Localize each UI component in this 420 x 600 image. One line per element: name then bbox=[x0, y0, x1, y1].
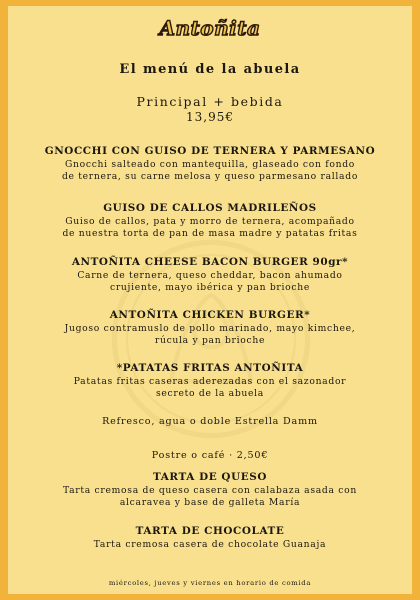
dessert-description: Tarta cremosa casera de chocolate Guanaja bbox=[93, 539, 327, 550]
dish-description: Carne de ternera, queso cheddar, bacon ahumado bbox=[77, 270, 343, 281]
dish-name: GUISO DE CALLOS MADRILEÑOS bbox=[103, 202, 317, 214]
dessert-name: TARTA DE QUESO bbox=[152, 471, 268, 483]
brand-logo bbox=[8, 10, 412, 48]
menu-title: El menú de la abuela bbox=[119, 62, 301, 77]
dish-name: ANTOÑITA CHEESE BACON BURGER 90gr* bbox=[71, 256, 349, 268]
dish-description: secreto de la abuela bbox=[156, 388, 264, 399]
dish-description: Patatas fritas caseras aderezadas con el sazonador bbox=[73, 376, 347, 387]
footer-note: miércoles, jueves y viernes en horario de comida bbox=[108, 579, 312, 587]
dessert-offer: Postre o café · 2,50€ bbox=[151, 450, 269, 461]
dish-description: Jugoso contramuslo de pollo marinado, mayo kimchee, bbox=[64, 323, 356, 334]
dish-description: Gnocchi salteado con mantequilla, glaseado con fondo bbox=[64, 159, 356, 170]
dish-description: rúcula y pan brioche bbox=[154, 335, 266, 346]
dish-description: Guiso de callos, pata y morro de ternera, acompañado bbox=[65, 216, 355, 227]
dessert-description: alcaravea y base de galleta María bbox=[119, 497, 301, 508]
dish-description: de nuestra torta de pan de masa madre y patatas fritas bbox=[62, 228, 358, 239]
menu-page bbox=[8, 6, 412, 594]
dish-name: *PATATAS FRITAS ANTOÑITA bbox=[116, 362, 304, 374]
dessert-description: Tarta cremosa de queso casera con calabaza asada con bbox=[62, 485, 357, 496]
dish-name: GNOCCHI CON GUISO DE TERNERA Y PARMESANO bbox=[44, 145, 376, 157]
dessert-name: TARTA DE CHOCOLATE bbox=[135, 525, 285, 537]
drinks-line: Refresco, agua o doble Estrella Damm bbox=[102, 416, 318, 427]
dish-description: crujiente, mayo ibérica y pan brioche bbox=[110, 282, 310, 293]
brand-logo-text: Antoñita bbox=[159, 16, 261, 40]
dish-name: ANTOÑITA CHICKEN BURGER* bbox=[109, 309, 311, 321]
menu-price: 13,95€ bbox=[186, 110, 234, 124]
dish-description: de ternera, su carne melosa y queso parmesano rallado bbox=[61, 171, 359, 182]
menu-subtitle: Principal + bebida bbox=[136, 94, 284, 109]
